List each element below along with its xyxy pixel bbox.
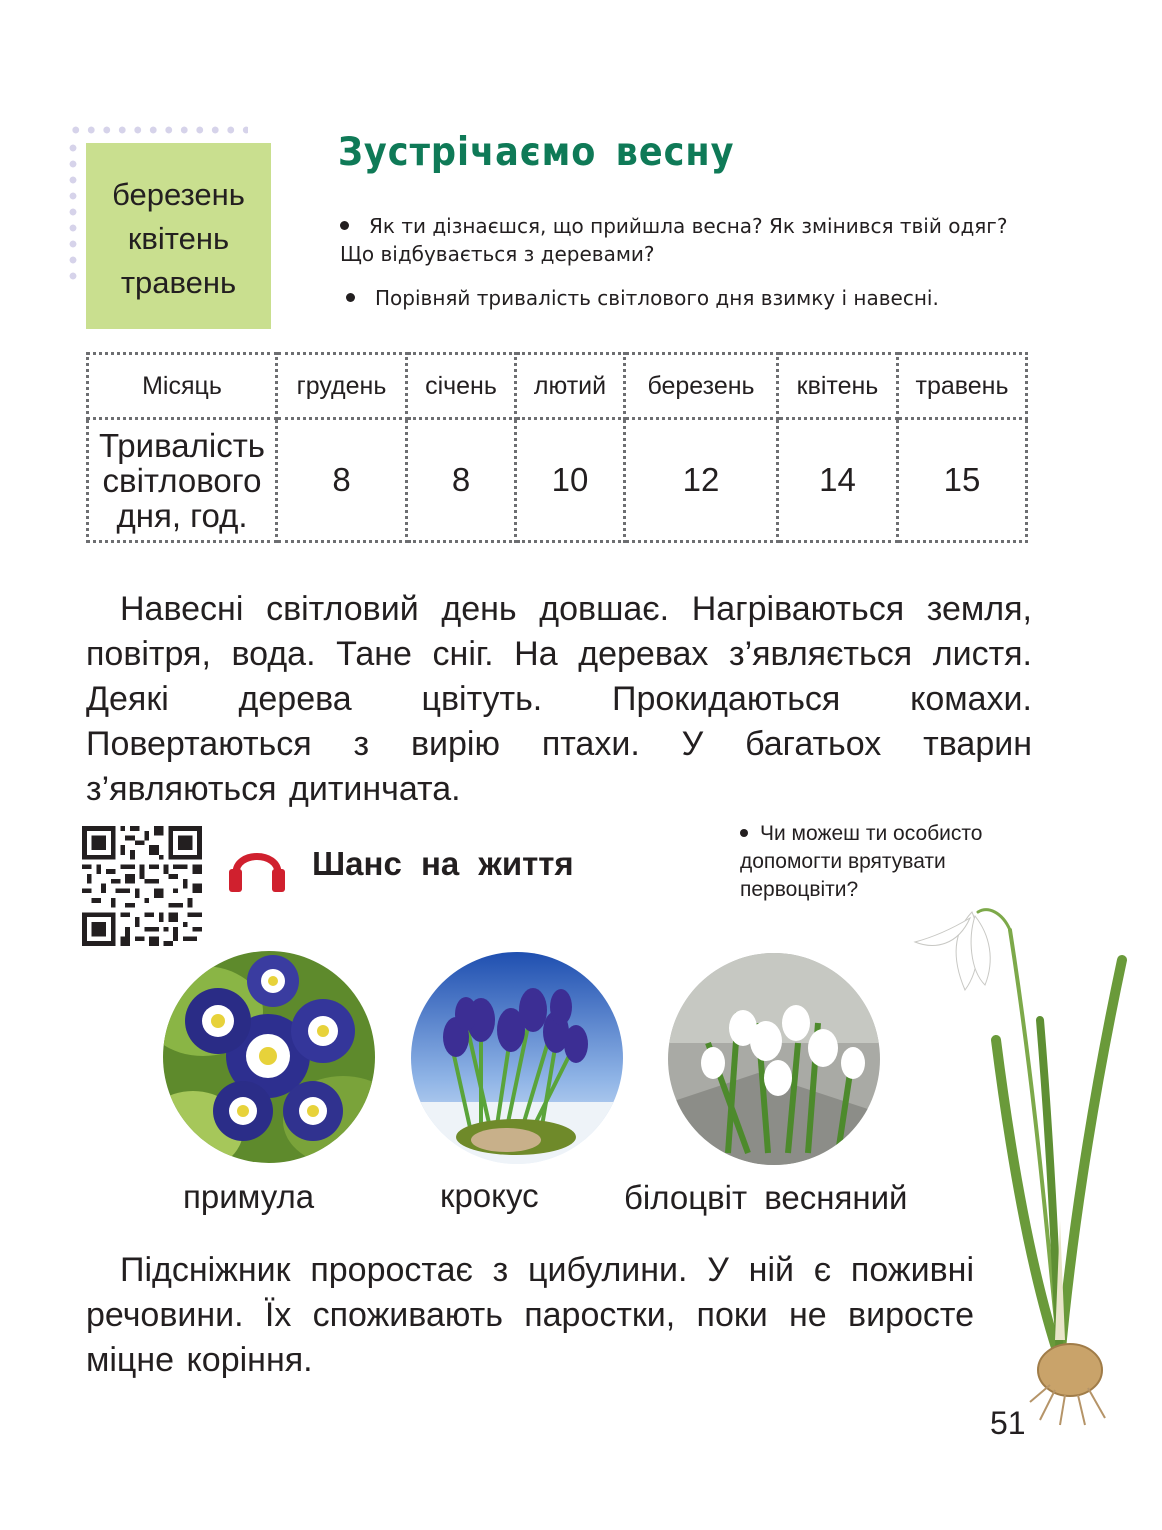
row-label-line: дня, год. bbox=[116, 496, 248, 534]
table-header-month: лютий bbox=[516, 354, 625, 419]
spring-paragraph: Навесні світловий день довшає. Нагріваються земля, повітря, вода. Тане сніг. На деревах з’являється листя. Деякі дерева цвітуть. Прокидаються комахи. Повертаються з вирію птахи. У багатьох тварин з’являються дитинчата. bbox=[86, 590, 1032, 808]
month-april: квітень bbox=[127, 221, 230, 256]
crocus-photo bbox=[411, 952, 623, 1164]
table-cell-hours: 14 bbox=[778, 419, 898, 542]
snowdrop-paragraph: Підсніжник проростає з цибулини. У ній є поживні речовини. Їх споживають паростки, поки не виросте міцне коріння. bbox=[86, 1251, 974, 1379]
table-header-label: Місяць bbox=[88, 354, 277, 419]
flower-caption: примула bbox=[183, 1178, 315, 1215]
table-row-label bbox=[88, 419, 277, 542]
leucojum-photo bbox=[668, 953, 880, 1165]
table-cell-hours: 8 bbox=[407, 419, 516, 542]
table-header-month: березень bbox=[625, 354, 778, 419]
table-row bbox=[88, 419, 1027, 542]
daylight-table bbox=[86, 352, 1028, 543]
primula-photo bbox=[163, 951, 375, 1163]
question-2-text: Порівняй тривалість світлового дня взимку і навесні. bbox=[375, 286, 939, 310]
audio-title[interactable]: Шанс на життя bbox=[312, 845, 574, 882]
question-1-text: Як ти дізнаєшся, що прийшла весна? Як змінився твій одяг? Що відбувається з деревами? bbox=[340, 214, 1008, 266]
qr-code[interactable] bbox=[82, 826, 202, 946]
row-label-line: Тривалість bbox=[99, 426, 265, 464]
page-title: Зустрічаємо весну bbox=[338, 130, 735, 175]
bullet-icon bbox=[340, 221, 349, 230]
decorative-dots-top bbox=[68, 126, 248, 134]
flower-caption: крокус bbox=[440, 1177, 539, 1214]
table-header-month: травень bbox=[898, 354, 1027, 419]
question-2 bbox=[340, 284, 1040, 312]
table-header-month: грудень bbox=[277, 354, 407, 419]
month-may: травень bbox=[120, 265, 237, 300]
table-header-month: січень bbox=[407, 354, 516, 419]
bullet-icon bbox=[346, 293, 355, 302]
bullet-icon bbox=[740, 829, 748, 837]
table-cell-hours: 10 bbox=[516, 419, 625, 542]
row-label-line: світлового bbox=[102, 461, 262, 499]
page-number: 51 bbox=[990, 1405, 1026, 1441]
snowdrop-illustration bbox=[910, 890, 1140, 1430]
table-cell-hours: 12 bbox=[625, 419, 778, 542]
decorative-dots-left bbox=[68, 140, 78, 285]
table-cell-hours: 8 bbox=[277, 419, 407, 542]
flower-caption: білоцвіт весняний bbox=[624, 1179, 908, 1216]
month-march: березень bbox=[112, 177, 245, 212]
note-text: Чи можеш ти особисто допомогти врятувати первоцвіти? bbox=[740, 822, 983, 901]
headphones-icon[interactable] bbox=[228, 841, 286, 893]
table-header-month: квітень bbox=[778, 354, 898, 419]
table-cell-hours: 15 bbox=[898, 419, 1027, 542]
question-1 bbox=[340, 212, 1040, 268]
table-header-row bbox=[88, 354, 1027, 419]
spring-months-box bbox=[86, 143, 271, 329]
